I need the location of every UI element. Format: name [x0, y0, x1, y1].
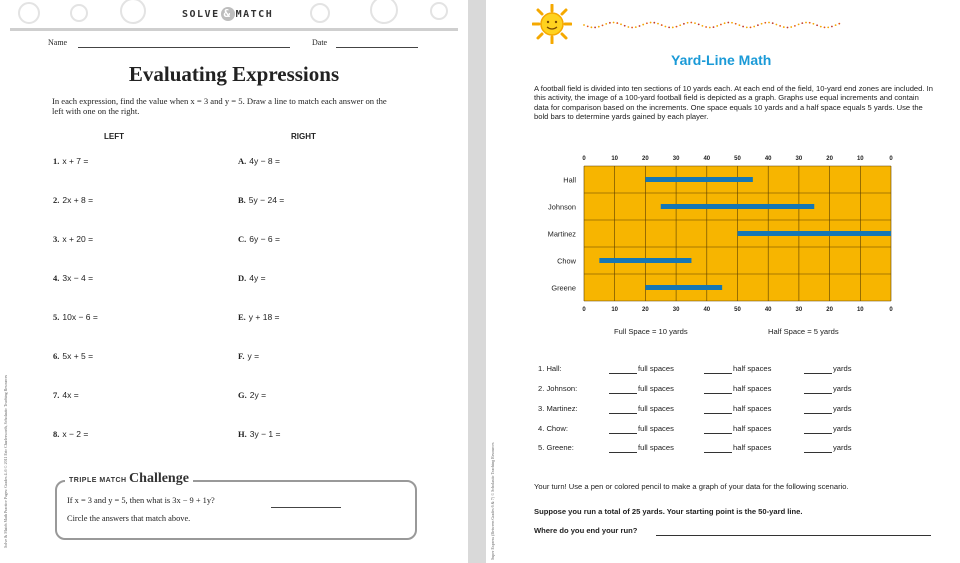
scenario-text: Suppose you run a total of 25 yards. Your starting point is the 50-yard line. [534, 507, 803, 516]
yards-field[interactable] [804, 452, 832, 453]
decorative-circle [430, 2, 448, 20]
decorative-dot [687, 22, 689, 24]
decorative-dot [820, 26, 822, 28]
expression-text: 2x + 8 = [62, 195, 94, 205]
tick-label-bottom: 20 [642, 307, 649, 313]
decorative-dot [783, 26, 785, 28]
half-spaces-label: half spaces [733, 364, 772, 373]
left-column-header: LEFT [104, 132, 124, 141]
tick-label-top: 20 [826, 156, 833, 162]
decorative-dot [650, 22, 652, 24]
decorative-dot [642, 24, 644, 26]
decorative-dotted-trail [582, 20, 844, 30]
decorative-dot [824, 27, 826, 29]
triple-match-challenge-box [55, 471, 417, 540]
decorative-dot [616, 22, 618, 24]
decorative-dot [805, 22, 807, 24]
right-expression-d [238, 273, 266, 283]
item-letter: D. [238, 273, 247, 283]
half-spaces-label: half spaces [733, 443, 772, 452]
player-label-greene: Greene [551, 283, 576, 293]
page-title: Evaluating Expressions [128, 62, 340, 86]
yards-label: yards [833, 424, 852, 433]
decorative-dot [787, 27, 789, 29]
tick-label-bottom: 50 [734, 307, 741, 313]
decorative-dot [602, 24, 604, 26]
full-spaces-label: full spaces [638, 424, 674, 433]
yard-line-chart [486, 150, 960, 325]
decorative-dot [838, 23, 840, 25]
tick-label-top: 0 [889, 156, 893, 162]
decorative-dot [816, 24, 818, 26]
half-spaces-label: half spaces [733, 424, 772, 433]
decorative-dot [750, 26, 752, 28]
item-number: 2. [53, 195, 60, 205]
full-spaces-field[interactable] [609, 433, 637, 434]
item-number: 1. [53, 156, 60, 166]
decorative-dot [716, 25, 718, 27]
right-expression-b [238, 195, 284, 205]
expression-text: 4x = [62, 390, 79, 400]
tick-label-top: 0 [582, 156, 586, 162]
half-spaces-field[interactable] [704, 393, 732, 394]
item-letter: H. [238, 429, 247, 439]
item-number: 3. [53, 234, 60, 244]
item-letter: A. [238, 156, 247, 166]
yards-field[interactable] [804, 413, 832, 414]
right-expression-a [238, 156, 280, 166]
tick-label-top: 10 [856, 156, 864, 162]
expression-text: 3y − 1 = [249, 429, 281, 439]
tick-label-top: 40 [703, 156, 711, 162]
decorative-dot [624, 25, 626, 27]
tick-label-bottom: 0 [582, 307, 586, 313]
decorative-dot [646, 22, 648, 24]
item-letter: G. [238, 390, 247, 400]
decorative-dot [635, 26, 637, 28]
decorative-dot [794, 25, 796, 27]
decorative-dot [583, 24, 585, 26]
decorative-circle [70, 4, 88, 22]
decorative-dot [731, 22, 733, 24]
decorative-dot [779, 25, 781, 27]
decorative-dot [727, 22, 729, 24]
decorative-dot [679, 24, 681, 26]
expression-text: 10x − 6 = [62, 312, 98, 322]
decorative-dot [587, 26, 589, 28]
full-spaces-label: full spaces [638, 384, 674, 393]
yards-field[interactable] [804, 373, 832, 374]
tick-label-bottom: 10 [856, 307, 864, 313]
expression-text: x + 20 = [62, 234, 94, 244]
legend-half-space: Half Space = 5 yards [768, 327, 839, 336]
challenge-question: If x = 3 and y = 5, then what is 3x − 9 + 1y? [67, 496, 215, 505]
full-spaces-field[interactable] [609, 373, 637, 374]
half-spaces-label: half spaces [733, 384, 772, 393]
decorative-dot [653, 22, 655, 24]
half-spaces-label: half spaces [733, 404, 772, 413]
challenge-note: Circle the answers that match above. [67, 514, 191, 523]
right-expression-g [238, 390, 266, 400]
end-answer-field[interactable] [656, 535, 931, 536]
solve-match-logo: SOLVE & MATCH [182, 7, 274, 20]
expression-text: 2y = [249, 390, 267, 400]
tick-label-top: 20 [642, 156, 649, 162]
decorative-dot [831, 26, 833, 28]
decorative-dot [798, 23, 800, 25]
decorative-dot [672, 27, 674, 29]
decorative-dot [757, 24, 759, 26]
decorative-dot [709, 27, 711, 29]
item-number: 8. [53, 429, 60, 439]
decorative-circle [120, 0, 146, 24]
sun-icon [532, 4, 572, 44]
player-label-hall: Hall [563, 175, 576, 185]
yard-bar-chow [599, 258, 691, 263]
worksheet-left-page [0, 0, 468, 563]
expression-text: 6y − 6 = [249, 234, 280, 244]
left-expression-6 [53, 351, 93, 361]
right-expression-c [238, 234, 280, 244]
tick-label-bottom: 40 [764, 307, 772, 313]
copyright-side-text: Super Express (Between Grades 6 & 7) © Scholastic Teaching Resources [490, 442, 495, 560]
expression-text: 5x + 5 = [62, 351, 94, 361]
full-spaces-label: full spaces [638, 404, 674, 413]
worksheet-right-page [486, 0, 960, 563]
tick-label-bottom: 30 [795, 307, 803, 313]
item-number: 5. [53, 312, 60, 322]
expression-text: y + 18 = [248, 312, 280, 322]
half-spaces-field[interactable] [704, 413, 732, 414]
decorative-dot [609, 22, 611, 24]
left-expression-2 [53, 195, 93, 205]
decorative-dot [753, 26, 755, 28]
yards-field[interactable] [804, 393, 832, 394]
player-label-chow: Chow [557, 256, 576, 266]
expression-text: 5y − 24 = [248, 195, 285, 205]
tick-label-bottom: 40 [703, 307, 711, 313]
decorative-dot [591, 26, 593, 28]
yard-bar-greene [645, 285, 722, 290]
decorative-dot [746, 26, 748, 28]
yards-label: yards [833, 384, 852, 393]
question-label: 1. Hall: [538, 364, 562, 373]
decorative-dot [768, 22, 770, 24]
expression-text: y = [247, 351, 260, 361]
tick-label-bottom: 10 [611, 307, 619, 313]
decorative-circle [18, 2, 40, 24]
full-spaces-label: full spaces [638, 443, 674, 452]
tick-label-bottom: 20 [826, 307, 833, 313]
full-spaces-field[interactable] [609, 393, 637, 394]
half-spaces-field[interactable] [704, 433, 732, 434]
name-field[interactable] [78, 47, 290, 48]
yard-bar-johnson [661, 204, 815, 209]
tick-label-bottom: 30 [672, 307, 680, 313]
right-column-header: RIGHT [291, 132, 316, 141]
player-label-martinez: Martinez [547, 229, 576, 239]
left-expression-3 [53, 234, 93, 244]
yards-label: yards [833, 443, 852, 452]
date-label: Date [312, 38, 328, 47]
decorative-dot [705, 26, 707, 28]
question-label: 3. Martinez: [538, 404, 578, 413]
decorative-dot [813, 23, 815, 25]
decorative-dot [694, 22, 696, 24]
right-expression-e [238, 312, 280, 322]
player-label-johnson: Johnson [548, 202, 576, 212]
item-letter: B. [238, 195, 246, 205]
instructions: In each expression, find the value when x = 3 and y = 5. Draw a line to match each answer on the left with one on the right. [52, 96, 387, 116]
decorative-dot [724, 22, 726, 24]
half-spaces-field[interactable] [704, 373, 732, 374]
item-letter: C. [238, 234, 247, 244]
yards-field[interactable] [804, 433, 832, 434]
yards-label: yards [833, 404, 852, 413]
decorative-dot [772, 22, 774, 24]
decorative-dot [661, 24, 663, 26]
decorative-dot [631, 27, 633, 29]
expression-text: 4y − 8 = [249, 156, 280, 166]
page-title: Yard-Line Math [671, 52, 772, 68]
decorative-dot [713, 26, 715, 28]
decorative-circle [370, 0, 398, 24]
decorative-dot [776, 24, 778, 26]
tick-label-top: 50 [734, 156, 741, 162]
question-label: 4. Chow: [538, 424, 568, 433]
right-expression-h [238, 429, 280, 439]
decorative-dot [801, 22, 803, 24]
decorative-dot [605, 23, 607, 25]
yard-bar-martinez [738, 231, 892, 236]
left-expression-7 [53, 390, 79, 400]
tick-label-top: 10 [611, 156, 619, 162]
decorative-dot [639, 25, 641, 27]
activity-paragraph: A football field is divided into ten sections of 10 yards each. At each end of the field, 10-yard end zones are included. In this activity, the image of a 100-yard football field is depicted as a graph. Graphs use equal increments and contain data for comparison based on the increments. One space equals 10 yards and a half space equals 5 yards. Use the bold bars to determine yards gained by each player. [534, 84, 933, 122]
half-spaces-field[interactable] [704, 452, 732, 453]
tick-label-top: 30 [795, 156, 803, 162]
decorative-dot [827, 26, 829, 28]
decorative-dot [835, 24, 837, 26]
decorative-dot [665, 26, 667, 28]
left-expression-5 [53, 312, 98, 322]
yard-bar-hall [645, 177, 752, 182]
decorative-dot [668, 26, 670, 28]
decorative-dot [764, 22, 766, 24]
full-spaces-label: full spaces [638, 364, 674, 373]
expression-text: x − 2 = [62, 429, 89, 439]
decorative-dot [594, 27, 596, 29]
decorative-dot [620, 23, 622, 25]
page-gutter [468, 0, 486, 563]
tick-label-top: 40 [764, 156, 772, 162]
question-label: 2. Johnson: [538, 384, 578, 393]
item-number: 7. [53, 390, 60, 400]
decorative-dot [657, 23, 659, 25]
decorative-dot [598, 26, 600, 28]
item-number: 6. [53, 351, 60, 361]
item-letter: E. [238, 312, 246, 322]
legend-full-space: Full Space = 10 yards [614, 327, 688, 336]
left-expression-1 [53, 156, 88, 166]
decorative-dot [698, 23, 700, 25]
decorative-dot [683, 23, 685, 25]
yards-label: yards [833, 364, 852, 373]
decorative-dot [690, 22, 692, 24]
decorative-dot [761, 23, 763, 25]
decorative-dot [790, 26, 792, 28]
end-question: Where do you end your run? [534, 526, 638, 535]
tick-label-top: 30 [672, 156, 680, 162]
item-letter: F. [238, 351, 245, 361]
decorative-dot [702, 25, 704, 27]
decorative-dot [735, 23, 737, 25]
item-number: 4. [53, 273, 60, 283]
decorative-dot [742, 26, 744, 28]
left-expression-8 [53, 429, 88, 439]
left-expression-4 [53, 273, 93, 283]
expression-text: x + 7 = [62, 156, 89, 166]
full-spaces-field[interactable] [609, 452, 637, 453]
decorative-circle [310, 3, 330, 23]
challenge-answer-field[interactable] [271, 507, 341, 508]
your-turn-text: Your turn! Use a pen or colored pencil to make a graph of your data for the following scenario. [534, 482, 849, 491]
date-field[interactable] [336, 47, 418, 48]
name-label: Name [48, 38, 68, 47]
tick-label-bottom: 0 [889, 307, 893, 313]
decorative-dot [613, 22, 615, 24]
decorative-dot [720, 24, 722, 26]
full-spaces-field[interactable] [609, 413, 637, 414]
copyright-side-text: Solve & Match Math Practice Pages: Grades 4–6 © 2011 Eric Charlesworth, Scholastic Teaching Resources [3, 374, 8, 548]
right-expression-f [238, 351, 259, 361]
expression-text: 4y = [249, 273, 266, 283]
expression-text: 3x − 4 = [62, 273, 94, 283]
challenge-heading: TRIPLE MATCH Challenge [65, 471, 193, 487]
decorative-dot [739, 24, 741, 26]
question-label: 5. Greene: [538, 443, 574, 452]
decorative-dot [628, 26, 630, 28]
decorative-dot [676, 26, 678, 28]
decorative-dot [809, 22, 811, 24]
